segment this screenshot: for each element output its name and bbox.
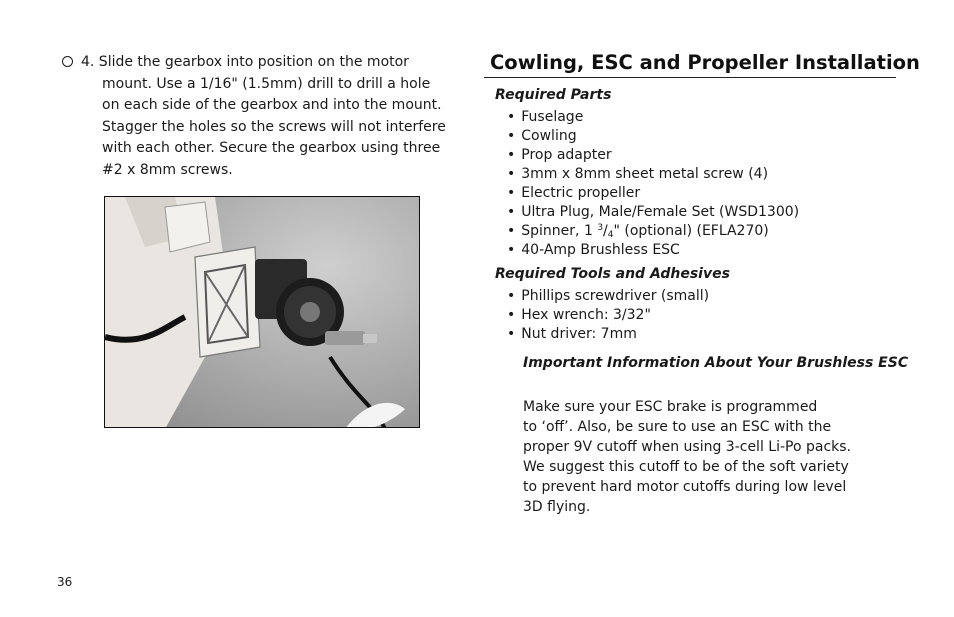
list-item: • 3mm x 8mm sheet metal screw (4): [507, 165, 799, 184]
required-parts-title: Required Parts: [495, 87, 612, 103]
esc-note-title: Important Information About Your Brushless ESC: [523, 355, 909, 371]
step-line: #2 x 8mm screws.: [102, 161, 233, 178]
page-number: 36: [57, 575, 73, 589]
required-parts-list: [507, 108, 799, 260]
list-item-spinner: • Spinner, 1 $^3/_4$" (optional) (EFLA270): [507, 222, 799, 241]
list-item: • Phillips screwdriver (small): [507, 287, 709, 306]
note-line: Make sure your ESC brake is programmed: [523, 399, 818, 415]
list-item: • Ultra Plug, Male/Female Set (WSD1300): [507, 203, 799, 222]
note-line: to prevent hard motor cutoffs during low level: [523, 479, 847, 495]
list-item: • 40-Amp Brushless ESC: [507, 241, 799, 260]
step-line: Stagger the holes so the screws will not interfere: [102, 118, 446, 135]
list-item: • Cowling: [507, 127, 799, 146]
checkbox-circle-icon[interactable]: [62, 56, 73, 67]
gearbox-photo: [104, 196, 420, 428]
list-item: • Hex wrench: 3/32": [507, 306, 709, 325]
note-line: to ‘off’. Also, be sure to use an ESC with the: [523, 419, 832, 435]
esc-note-body: [523, 397, 863, 517]
step-line: with each other. Secure the gearbox using three: [102, 140, 441, 157]
note-line: proper 9V cutoff when using 3-cell Li-Po packs.: [523, 439, 852, 455]
list-item: • Prop adapter: [507, 146, 799, 165]
step-line: 4. Slide the gearbox into position on the motor: [62, 52, 432, 74]
list-item: • Fuselage: [507, 108, 799, 127]
list-item: • Electric propeller: [507, 184, 799, 203]
step-line: mount. Use a 1/16" (1.5mm) drill to drill a hole: [102, 75, 431, 92]
note-line: 3D flying.: [523, 499, 591, 515]
heading-rule: [484, 77, 896, 78]
list-item: • Nut driver: 7mm: [507, 325, 709, 344]
tools-list: [507, 287, 709, 344]
gearbox-photo-illustration: [105, 197, 420, 428]
step-line: on each side of the gearbox and into the mount.: [102, 97, 442, 114]
note-line: We suggest this cutoff to be of the soft variety: [523, 459, 849, 475]
section-header: [490, 50, 920, 76]
step-4-instructions: [62, 52, 446, 182]
section-heading: Cowling, ESC and Propeller Installation: [490, 51, 920, 74]
tools-title: Required Tools and Adhesives: [495, 266, 730, 282]
